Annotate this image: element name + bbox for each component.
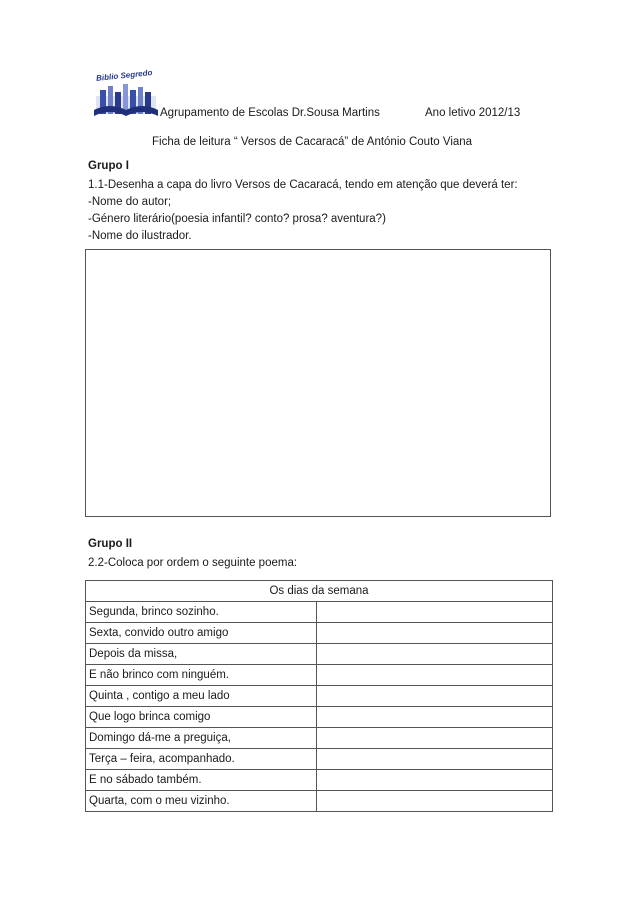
- table-header: Os dias da semana: [86, 581, 553, 602]
- answer-cell[interactable]: [317, 728, 553, 749]
- table-row: [86, 728, 553, 749]
- verse-cell: Domingo dá-me a preguiça,: [86, 728, 317, 749]
- instruction-line: 1.1-Desenha a capa do livro Versos de Cacaracá, tendo em atenção que deverá ter:: [88, 179, 518, 191]
- table-row: [86, 791, 553, 812]
- answer-cell[interactable]: [317, 707, 553, 728]
- table-row: [86, 602, 553, 623]
- sheet-title: Ficha de leitura “ Versos de Cacaracá” de António Couto Viana: [152, 136, 473, 148]
- answer-cell[interactable]: [317, 644, 553, 665]
- verse-cell: Sexta, convido outro amigo: [86, 623, 317, 644]
- answer-cell[interactable]: [317, 791, 553, 812]
- school-year: Ano letivo 2012/13: [425, 107, 521, 119]
- table-row: [86, 644, 553, 665]
- instruction-line: -Género literário(poesia infantil? conto? prosa? aventura?): [88, 213, 386, 225]
- verse-cell: Que logo brinca comigo: [86, 707, 317, 728]
- answer-cell[interactable]: [317, 602, 553, 623]
- table-row: [86, 749, 553, 770]
- answer-cell[interactable]: [317, 665, 553, 686]
- table-row: [86, 686, 553, 707]
- school-name: Agrupamento de Escolas Dr.Sousa Martins: [160, 107, 380, 119]
- poem-instruction: 2.2-Coloca por ordem o seguinte poema:: [88, 557, 298, 569]
- verse-cell: Quarta, com o meu vizinho.: [86, 791, 317, 812]
- verse-cell: E no sábado também.: [86, 770, 317, 791]
- verse-cell: Quinta , contigo a meu lado: [86, 686, 317, 707]
- poem-table: [85, 580, 553, 812]
- verse-cell: E não brinco com ninguém.: [86, 665, 317, 686]
- table-row: [86, 707, 553, 728]
- table-row: [86, 623, 553, 644]
- verse-cell: Depois da missa,: [86, 644, 317, 665]
- logo-text: Biblio Segredo: [95, 68, 153, 83]
- answer-cell[interactable]: [317, 749, 553, 770]
- instruction-line: -Nome do ilustrador.: [88, 230, 192, 242]
- answer-cell[interactable]: [317, 770, 553, 791]
- group-2-title: Grupo II: [88, 538, 133, 550]
- table-row: [86, 770, 553, 791]
- drawing-box[interactable]: [85, 249, 551, 517]
- verse-cell: Segunda, brinco sozinho.: [86, 602, 317, 623]
- instruction-line: -Nome do autor;: [88, 196, 172, 208]
- answer-cell[interactable]: [317, 623, 553, 644]
- table-row: [86, 665, 553, 686]
- table-header-row: [86, 581, 553, 602]
- verse-cell: Terça – feira, acompanhado.: [86, 749, 317, 770]
- answer-cell[interactable]: [317, 686, 553, 707]
- group-1-title: Grupo I: [88, 160, 129, 172]
- library-logo: [90, 70, 162, 118]
